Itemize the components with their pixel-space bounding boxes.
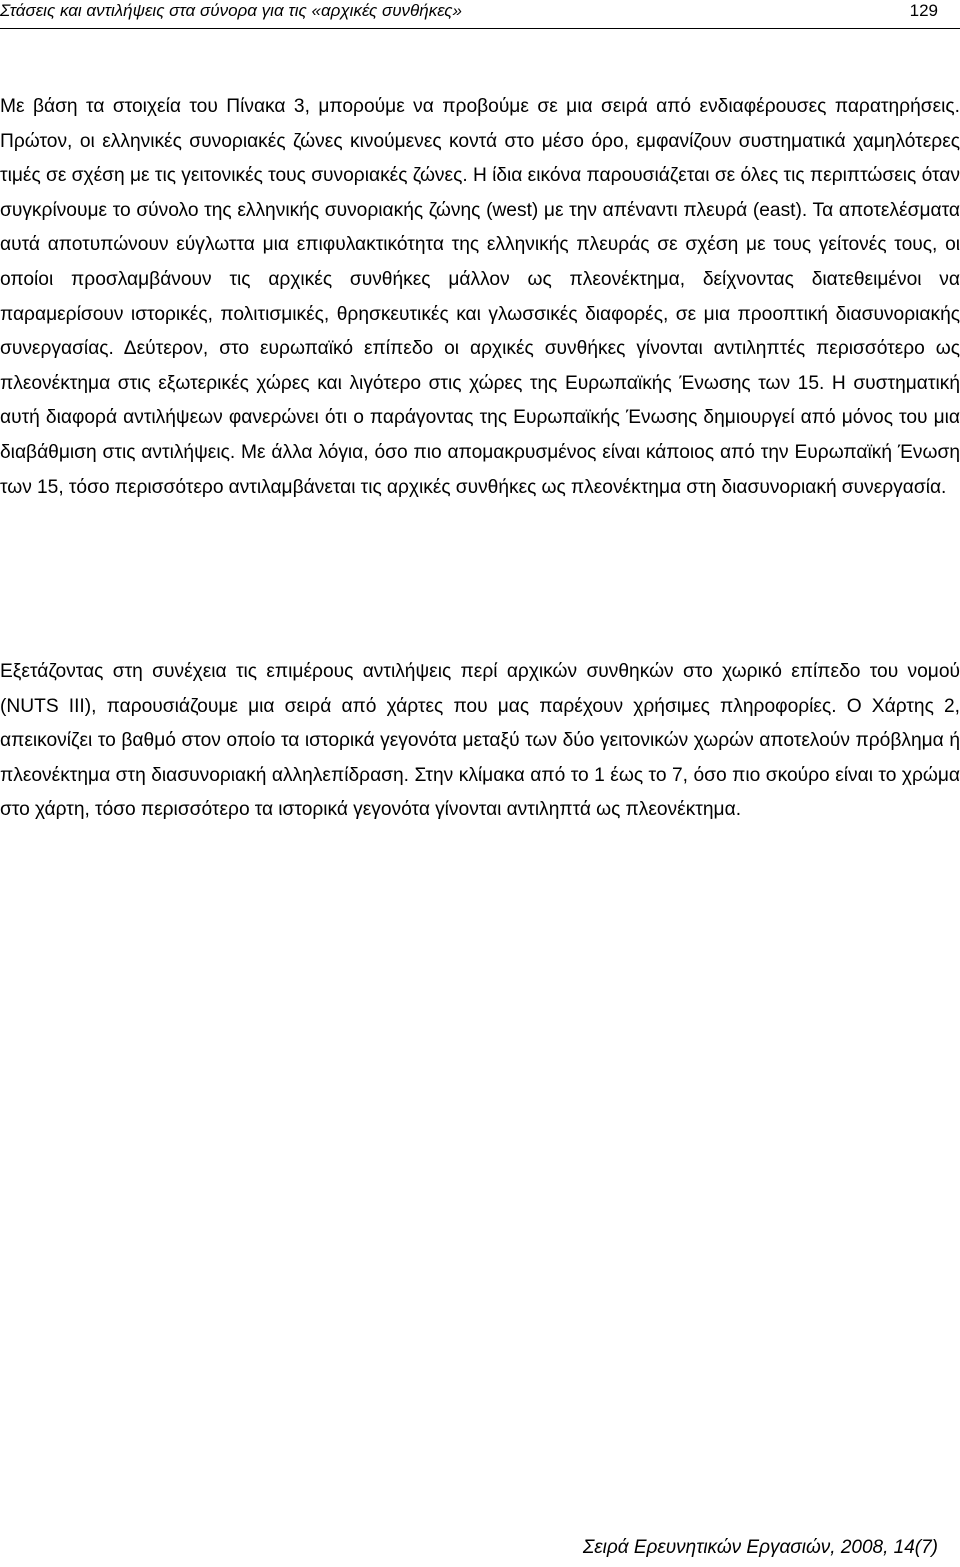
- series-footer: Σειρά Ερευνητικών Εργασιών, 2008, 14(7): [582, 1537, 938, 1558]
- body-paragraph-2: Εξετάζοντας στη συνέχεια τις επιμέρους αντιλήψεις περί αρχικών συνθηκών στο χωρικό επίπεδο του νομού (NUTS III), παρουσιάζουμε μια σειρά από χάρτες που μας παρέχουν χρήσιμες πληροφορίες. Ο Χάρτης 2, απεικονίζει το βαθμό στον οποίο τα ιστορικά γεγονότα μεταξύ των δύο γειτονικών χωρών αποτελούν πρόβλημα ή πλεονέκτημα στη διασυνοριακή αλληλεπίδραση. Στην κλίμακα από το 1 έως το 7, όσο πιο σκούρο είναι το χρώμα στο χάρτη, τόσο περισσότερο τα ιστορικά γεγονότα γίνονται αντιληπτά ως πλεονέκτημα.: [0, 661, 960, 821]
- body-paragraph-1: Με βάση τα στοιχεία του Πίνακα 3, μπορούμε να προβούμε σε μια σειρά από ενδιαφέρουσες παρατηρήσεις. Πρώτον, οι ελληνικές συνοριακές ζώνες κινούμενες κοντά στο μέσο όρο, εμφανίζουν συστηματικά χαμηλότερες τιμές σε σχέση με τις γειτονικές τους συνοριακές ζώνες. Η ίδια εικόνα παρουσιάζεται σε όλες τις περιπτώσεις όταν συγκρίνουμε το σύνολο της ελληνικής συνοριακής ζώνης (west) με την απέναντι πλευρά (east). Τα αποτελέσματα αυτά αποτυπώνουν εύγλωττα μια επιφυλακτικότητα της ελληνικής πλευράς σε σχέση με τους γείτονές τους, οι οποίοι προσλαμβάνουν τις αρχικές συνθήκες μάλλον ως πλεονέκτημα, δείχνοντας διατεθειμένοι να παραμερίσουν ιστορικές, πολιτισμικές, θρησκευτικές και γλωσσικές διαφορές, σε μια προοπτική διασυνοριακής συνεργασίας. Δεύτερον, στο ευρωπαϊκό επίπεδο οι αρχικές συνθήκες γίνονται αντιληπτές περισσότερο ως πλεονέκτημα στις εξωτερικές χώρες και λιγότερο στις χώρες της Ευρωπαϊκής Ένωσης των 15. Η συστηματική αυτή διαφορά αντιλήψεων φανερώνει ότι ο παράγοντας της Ευρωπαϊκής Ένωσης δημιουργεί από μόνος του μια διαβάθμιση στις αντιλήψεις. Με άλλα λόγια, όσο πιο απομακρυσμένος είναι κάποιος από την Ευρωπαϊκή Ένωση των 15, τόσο περισσότερο αντιλαμβάνεται τις αρχικές συνθήκες ως πλεονέκτημα στη διασυνοριακή συνεργασία.: [0, 96, 960, 498]
- running-header: [0, 0, 960, 29]
- page-number: 129: [909, 1, 938, 20]
- running-header-title: Στάσεις και αντιλήψεις στα σύνορα για τις «αρχικές συνθήκες»: [0, 1, 462, 20]
